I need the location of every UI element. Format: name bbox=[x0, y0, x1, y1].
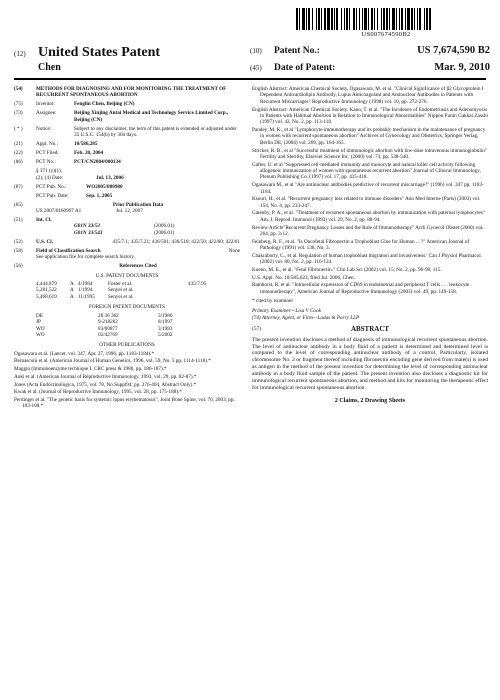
title-field: (54) METHODS FOR DIAGNOSING AND FOR MONITORING THE TREATMENT OF RECURRENT SPONTANEOUS ABORTION bbox=[14, 86, 240, 99]
right-column bbox=[252, 86, 488, 404]
code-45: (45) bbox=[250, 64, 262, 72]
assignee-value: Beijing Xinjing Antai Medical and Technology Service Limited Corp., Beijing (CN) bbox=[74, 110, 229, 123]
patent-no: US 7,674,590 B2 bbox=[417, 45, 490, 56]
code-10: (10) bbox=[250, 47, 262, 55]
inventor-field: (75) Inventor: Fenglin Chen, Beijing (CN) bbox=[14, 101, 240, 107]
publication-item: Bernasconi et al. (American Journal of Human Genetics, 1996, vol. 59, No. 5 pp. 1114-1118).* bbox=[14, 358, 211, 365]
publication-item: Koenn, M. E., et al. "Fetal Fibronectin." Clin Lab Sci (2002) vol. 15, No. 2, pp. 96-98, 115. bbox=[252, 266, 442, 273]
us-doc-num: 4,444,879 bbox=[36, 281, 57, 288]
header-left bbox=[14, 45, 254, 76]
us-doc-kind: A bbox=[70, 293, 74, 300]
patent-no-label: Patent No.: bbox=[274, 46, 320, 56]
publication-item: Maggio (Immunoenzyme technique I, CRC press & 1980, pp. 186-187).* bbox=[14, 366, 167, 373]
foreign-doc-num: 28 36 362 bbox=[98, 312, 119, 319]
priority-head-row: (65) Prior Publication Data bbox=[14, 202, 240, 208]
us-doc-date: 1/1994 bbox=[78, 287, 93, 294]
intcl-list bbox=[14, 223, 240, 236]
code-12: (12) bbox=[14, 50, 26, 58]
pct-filed-value: Feb. 20, 2004 bbox=[74, 150, 104, 157]
uscl-value: 435/7.1; 435/7.21; 436/501; 436/518; 422/50; 422/60; 422/61 bbox=[112, 238, 240, 245]
publication-item: Ksouri, H., et al. "Recurrent pregnancy loss related to immune disorders" Ann Med Interne (Paris) (2003) vol. 154, No. 4, pp. 233-247. bbox=[252, 196, 481, 209]
pct-filed-field: (22) PCT Filed: Feb. 20, 2004 bbox=[14, 150, 240, 156]
publication-item: Ramhorst, R. et al. "Intracellular expression of CD69 in endometrial and peripheral T cells . . . leukocyte immunotherapy", American Journal of Reproductive Immunology (2003) vol. 49, pp. 149-158. bbox=[252, 282, 470, 295]
publication-item: Stricker, R. B., et al "Successful treatment of immunologic abortion with low-dose intravenous immunoglobulin" Fertility and Sterility, Elsevier Science Inc. (2000) vol. 73, pp. 538-540. bbox=[252, 147, 487, 160]
header-rule bbox=[14, 78, 486, 80]
foreign-doc-date: 5/2002 bbox=[158, 331, 173, 338]
us-doc-num: 5,468,619 bbox=[36, 293, 57, 300]
publication-item: Kwak et al. (Journal of Reproductive Immunology, 1995, vol. 28, pp. 175-188).* bbox=[14, 389, 182, 396]
publication-item: Pandey, M. K., et al "Lymphocyte immunotherapy and its probably mechanism in the maintenance of pregnancy in women with recurrent spontaneous abortion" Archives of Gynecology and Obstetrics, Springer Verlag, Berlin DE, (2004) vol. 269, pp. 164-165. bbox=[252, 127, 486, 146]
intcl-class: G01N 33/543 bbox=[74, 229, 103, 236]
us-doc-row bbox=[36, 294, 240, 300]
primary-examiner: Primary Examiner—Lisa V Cook bbox=[252, 308, 321, 315]
field-search-note: See application file for complete search history. bbox=[36, 254, 135, 261]
abstract-head-row: (57) ABSTRACT bbox=[252, 326, 488, 332]
foreign-doc-num: 83/00877 bbox=[98, 325, 118, 332]
field-search-value: None bbox=[228, 247, 240, 254]
us-doc-date: 11/1995 bbox=[78, 293, 95, 300]
us-doc-date: 4/1984 bbox=[78, 281, 93, 288]
us-doc-num: 5,281,522 bbox=[36, 287, 57, 294]
field-search-field: (58) Field of Classification Search None bbox=[14, 247, 240, 254]
us-doc-name: Senyei et al. bbox=[108, 293, 134, 300]
other-pubs-right bbox=[252, 86, 488, 295]
foreign-doc-date: 3/1983 bbox=[158, 325, 173, 332]
publication-item: English Abstract: American Chemical Society. Kano, T. et al. "The Incidence of Endometriosis and Adenomyosis in Patients with Habitual Abortion in Relation to Immunological Abnormalities" Nippon Funin Gakkai Zasshi (1997) vol. 42, No. 2, pp. 113-118. bbox=[252, 106, 488, 126]
pct-pub-date-value: Sep. 1, 2005 bbox=[86, 192, 113, 199]
claims-summary: 2 Claims, 2 Drawing Sheets bbox=[334, 397, 406, 404]
us-doc-kind: A bbox=[70, 287, 74, 294]
foreign-doc-date: 3/1980 bbox=[158, 312, 173, 319]
foreign-doc-num: 9-218202 bbox=[98, 319, 118, 326]
notice-value: Subject to any disclaimer, the term of this patent is extended or adjusted under 35 U.S.C. 154(b) by 304 days. bbox=[74, 125, 237, 139]
priority-row: US 2007/0160997 A1 Jul. 12, 2007 bbox=[36, 208, 143, 215]
header-right bbox=[250, 45, 490, 76]
abstract-text: The present invention discloses a method of diagnosis of immunological recurrent spontaneous abortion. The level of antinuclear antibody in a body fluid of a patient is determined and determined level is compared to the level of corresponding antinuclear antibody of a control. Particularly, isolated chromosome No. 2 or fragment thereof including fibronectin encoding gene derived from male(s) is used as antigen in the method of the present invention for determining the level of corresponding antinuclear antibody in a body fluid sample of the patient. The present invention also discloses a diagnostic kit for immunological recurrent spontaneous abortion, and method and kits for monitoring the therapeutic effect for immunological recurrent spontaneous abortion. bbox=[252, 336, 488, 392]
us-docs-list bbox=[14, 281, 240, 300]
inventor-value: Fenglin Chen, Beijing (CN) bbox=[74, 101, 135, 108]
foreign-doc-cc: WO bbox=[36, 331, 45, 338]
publication-item: Gatenby, P. A., et al. "Treatment of recurrent spontaneous abortion by immunization with paternal lymphocytes" Am. J. Reprod. Immunol (1993) vol. 29, No. 2, pp. 88-94. bbox=[252, 210, 485, 223]
intcl-row bbox=[74, 230, 240, 236]
publication-item: English Abstract: American Chemical Society. Ogasawara, M. et al. "Clinical Significance of β2 Glycoprotein I Dependent Anticardiolipin Antibody, Lupus Anticoagulant and Antinuclear Antibodies in Patients with Recurrent Miscarriages" Reproductive Immunology (1998) vol. 10, pp. 272-276. bbox=[252, 86, 484, 105]
foreign-doc-row bbox=[36, 332, 240, 338]
left-column bbox=[14, 86, 240, 411]
us-doc-kind: A bbox=[70, 281, 74, 288]
foreign-docs-list bbox=[14, 313, 240, 339]
foreign-doc-cc: DE bbox=[36, 312, 43, 319]
date-label: Date of Patent: bbox=[274, 63, 336, 73]
us-doc-name: Foster et al. bbox=[108, 281, 133, 288]
invention-title: METHODS FOR DIAGNOSING AND FOR MONITORING THE TREATMENT OF RECURRENT SPONTANEOUS ABORTION bbox=[36, 86, 227, 99]
publication-item: Feinberg, R. F., et al. "Is Oncofetal Fibronectin a Trophoblast Glue for Human ... ?" American Journal of Pathology (1991) vol. 138, No. 3. bbox=[252, 238, 470, 252]
appl-value: 10/586,285 bbox=[74, 141, 98, 148]
intcl-class: G01N 33/53 bbox=[74, 223, 100, 230]
us-doc-name: Senyei et al. bbox=[108, 287, 134, 294]
pct-no-field: (86) PCT No.: PCT/CN2004/000134 bbox=[14, 159, 240, 165]
pct-no-value: PCT/CN2004/000134 bbox=[74, 159, 121, 166]
uscl-field: (52) U.S. Cl. 435/7.1; 435/7.21; 436/501; 436/518; 422/50; 422/60; 422/61 bbox=[14, 238, 240, 245]
us-doc-cls: 435/7.95 bbox=[188, 281, 207, 288]
publication-item: Perdinger et al. "The genetic basis for systemic lupus erythematosus", Joint Bone Spine, vol. 70, 2003, pp. 103-108.* bbox=[14, 396, 235, 410]
publication-item: Aoki et al. (American Journal of Reproductive Immunology, 1993, vol. 29, pp. 82-87).* bbox=[14, 373, 197, 380]
publication-item: Ogasawara et al. (Lancet, vol. 347, Apr. 27, 1996, pp. 1183-1184).* bbox=[14, 350, 155, 357]
barcode-image bbox=[296, 8, 476, 30]
notice-field: ( * ) Notice: Subject to any disclaimer, the term of this patent is extended or adjusted under 35 U.S.C. 154(b) by 304 days. bbox=[14, 126, 240, 139]
assignee-field: (73) Assignee: Beijing Xinjing Antai Medical and Technology Service Limited Corp., Beijing (CN) bbox=[14, 110, 240, 123]
foreign-doc-num: 02/42769 bbox=[98, 331, 118, 338]
pct-pub-no-value: WO2005/080980 bbox=[86, 183, 123, 190]
s371-date: Jul. 13, 2006 bbox=[96, 174, 124, 181]
intcl-version: (2006.01) bbox=[154, 223, 175, 230]
attorney: (74) Attorney, Agent, or Firm—Ladas & Parry LLP bbox=[252, 314, 360, 321]
foreign-docs-heading: FOREIGN PATENT DOCUMENTS bbox=[88, 304, 166, 311]
cited-note: * cited by examiner bbox=[252, 298, 294, 305]
barcode-bar bbox=[429, 8, 431, 30]
publication-item: U.S. Appl. No. 10/585,623, filed Jul. 2006, Chen. bbox=[252, 274, 355, 281]
foreign-doc-cc: WO bbox=[36, 325, 45, 332]
publication-item: Jones (Acta Endocrinologica, 1975, vol. 78, No.Suppl94, pp. 376-404, Abstract Only).* bbox=[14, 381, 197, 388]
inventor-short: Chen bbox=[38, 62, 61, 73]
other-pubs-left bbox=[14, 351, 240, 410]
us-docs-heading: U.S. PATENT DOCUMENTS bbox=[95, 272, 159, 279]
foreign-doc-cc: JP bbox=[36, 319, 41, 326]
appl-field: (21) Appl. No.: 10/586,285 bbox=[14, 141, 240, 147]
patent-date: Mar. 9, 2010 bbox=[434, 62, 490, 73]
foreign-doc-date: 8/1997 bbox=[158, 319, 173, 326]
abstract-heading: ABSTRACT bbox=[350, 325, 390, 334]
intcl-version: (2006.01) bbox=[154, 229, 175, 236]
patent-type-title: United States Patent bbox=[38, 45, 161, 60]
other-pubs-heading: OTHER PUBLICATIONS bbox=[99, 342, 155, 349]
s371-field: § 371 (c)(1), (2), (4) Date: Jul. 13, 2006 bbox=[14, 168, 240, 181]
publication-item: Gafter, U. et al "Suppressed cell-mediated immunity and monocyte and natural killer cell activity following allogeneic immunization of women with spontaneous recurrent abortion" Journal of Clinical Immunology, Plenum Publishing Co. (1997) vol. 17, pp. 415-418. bbox=[252, 161, 481, 181]
priority-heading: Prior Publication Data bbox=[112, 201, 164, 208]
publication-item: Chakraborty, C., et al. Regulation of human trophoblast migration and invasiveness.' Can J Physiol Pharmacol. (2002) vol. 80, No. 2, pp. 116-124. bbox=[252, 252, 482, 266]
publication-item: Review Article"Recurrent Pregnancy Losses and the Role of Immunotherapy" Arch Gynecol Obstet (2000) vol. 264, pp. 3-12. bbox=[252, 224, 484, 237]
intcl-field: (51) Int. Cl. bbox=[14, 217, 52, 224]
refs-head-row: (56) References Cited bbox=[14, 263, 240, 269]
publication-item: Ogasawara M., et al "Are antinuclear antibodies predictive of recurrent miscarriage?" (1996) vol. 347 pp. 1183-1184. bbox=[252, 182, 484, 195]
barcode-number: US007674590B2 bbox=[361, 31, 411, 38]
pct-pub-no-field: (87) PCT Pub. No.: WO2005/080980 bbox=[14, 184, 240, 190]
pct-pub-date-field: PCT Pub. Date: Sep. 1, 2005 bbox=[14, 193, 240, 199]
refs-heading: References Cited bbox=[119, 263, 157, 270]
